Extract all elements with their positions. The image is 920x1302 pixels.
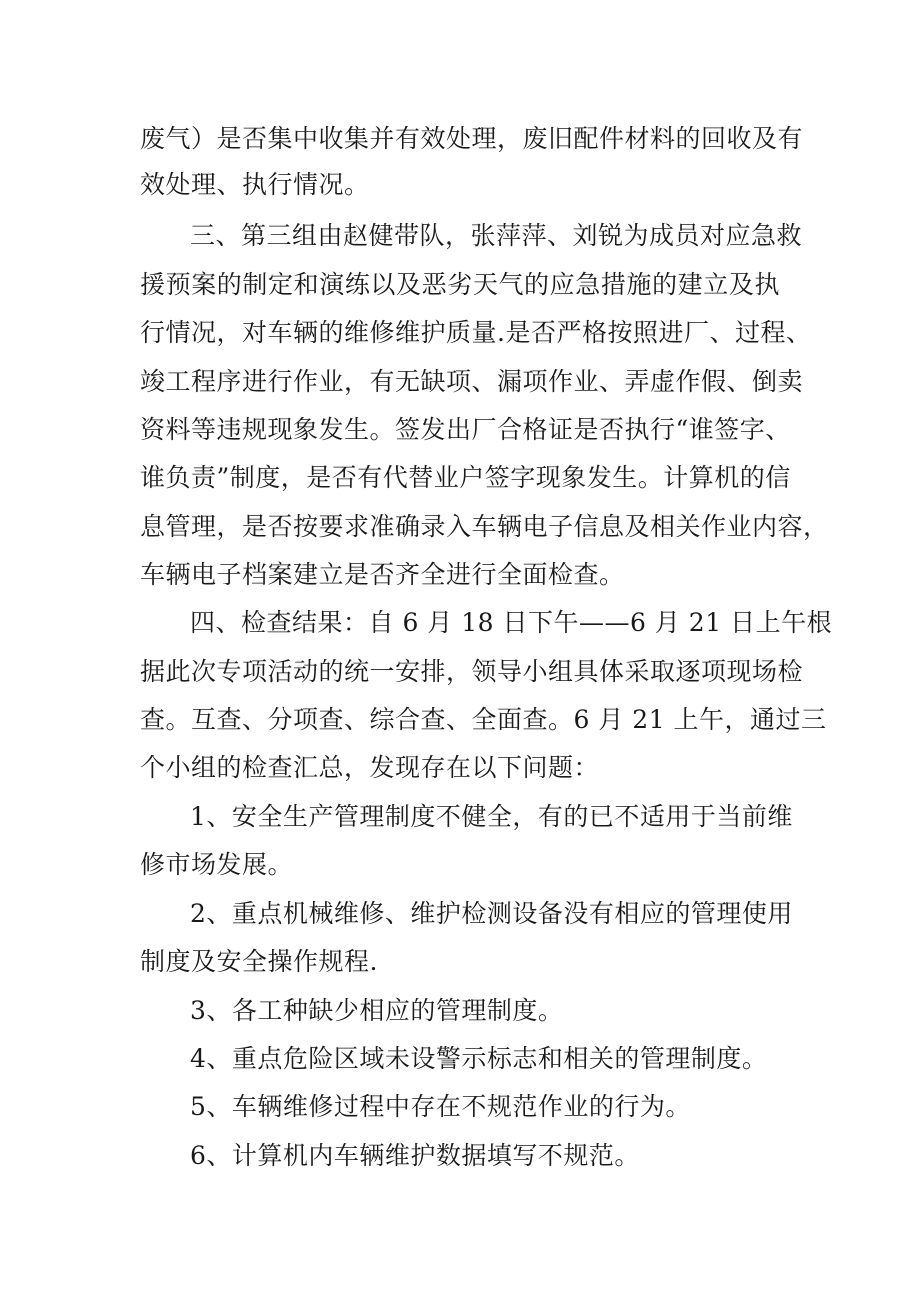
paragraph-three-start: 三、第三组由赵健带队，张萍萍、刘锐为成员对应急救 [190,221,803,250]
list-item-6: 6、计算机内车辆维护数据填写不规范。 [190,1141,640,1170]
list-item-2: 2、重点机械维修、维护检测设备没有相应的管理使用 [190,899,793,928]
list-item-5: 5、车辆维修过程中存在不规范作业的行为。 [190,1092,691,1121]
text-line: 援预案的制定和演练以及恶劣天气的应急措施的建立及执 [140,270,780,299]
list-item-4: 4、重点危险区域未设警示标志和相关的管理制度。 [190,1044,768,1073]
text-line: 车辆电子档案建立是否齐全进行全面检查。 [140,560,625,589]
list-item-1: 1、安全生产管理制度不健全，有的已不适用于当前维 [190,802,793,831]
text-line: 个小组的检查汇总，发现存在以下问题： [140,753,600,782]
text-line: 制度及安全操作规程. [140,947,378,976]
text-line: 谁负责”制度，是否有代替业户签字现象发生。计算机的信 [140,463,791,492]
text-line: 据此次专项活动的统一安排，领导小组具体采取逐项现场检 [140,657,804,686]
text-line: 查。互查、分项查、综合查、全面查。6 月 21 上午，通过三 [140,705,827,734]
text-line: 息管理，是否按要求准确录入车辆电子信息及相关作业内容， [140,512,829,541]
text-line: 废气）是否集中收集并有效处理，废旧配件材料的回收及有 [140,124,804,153]
text-line: 资料等违规现象发生。签发出厂合格证是否执行“谁签字、 [140,415,791,444]
text-line: 竣工程序进行作业，有无缺项、漏项作业、弄虚作假、倒卖 [140,367,804,396]
paragraph-four-start: 四、检查结果：自 6 月 18 日下午——6 月 21 日上午根 [190,608,833,637]
text-line: 修市场发展。 [140,850,294,879]
list-item-3: 3、各工种缺少相应的管理制度。 [190,996,564,1025]
text-line: 行情况，对车辆的维修维护质量.是否严格按照进厂、过程、 [140,318,812,347]
text-line: 效处理、执行情况。 [140,170,370,199]
